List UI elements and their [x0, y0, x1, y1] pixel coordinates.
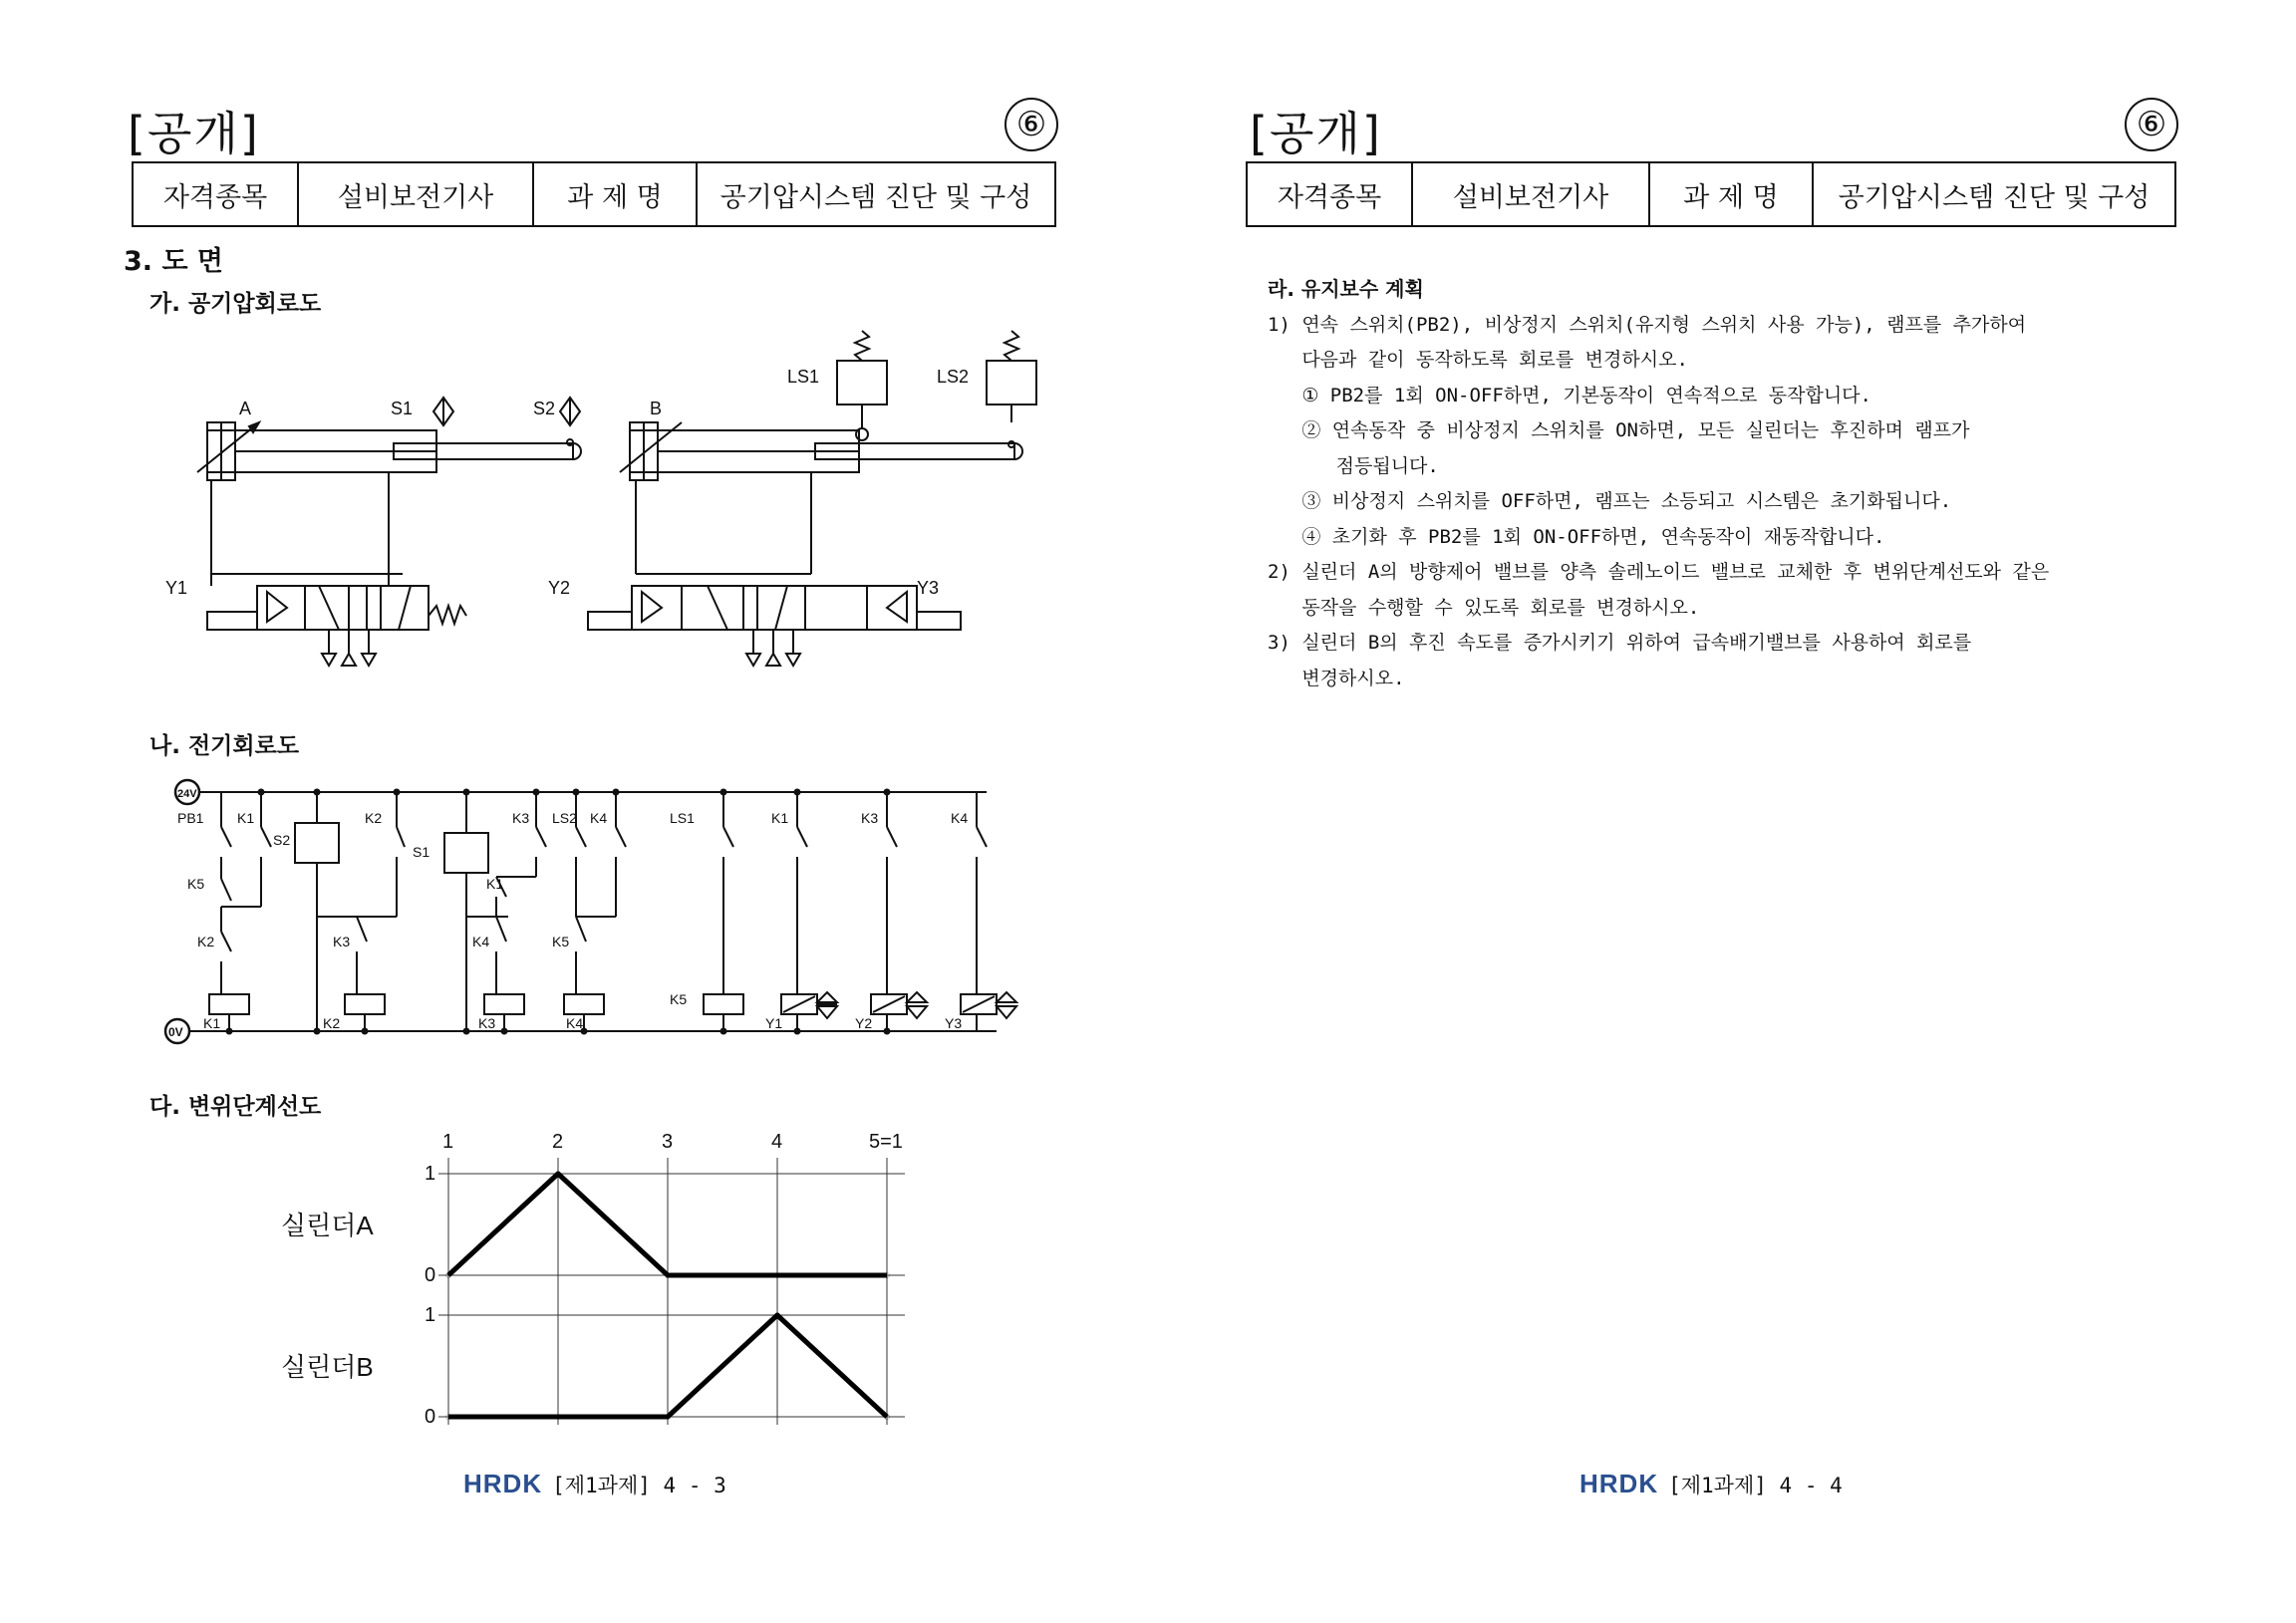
- header-cell-task-name: 공기압시스템 진단 및 구성: [697, 162, 1055, 226]
- label-coil-k5: K5: [670, 991, 688, 1007]
- label-k3-contact-c: K3: [333, 934, 351, 949]
- label-ls1-contact: LS1: [670, 810, 695, 826]
- displacement-step-chart: [269, 1126, 927, 1445]
- label-k1-contact-c: K1: [486, 876, 504, 892]
- limit-switch-ls1: [837, 361, 887, 405]
- label-k4-contact-b: K4: [951, 810, 969, 826]
- label-coil-k2: K2: [323, 1015, 341, 1031]
- label-ls1: LS1: [787, 367, 820, 387]
- displacement-title: 다. 변위단계선도: [149, 1094, 322, 1120]
- maintenance-title: 라. 유지보수 계획: [1268, 277, 1424, 301]
- label-s1-sensor: S1: [413, 844, 430, 860]
- label-k4-contact-c: K4: [472, 934, 490, 949]
- header-cell-qualification: 설비보전기사: [298, 162, 533, 226]
- pneumatic-title: 가. 공기압회로도: [149, 291, 322, 317]
- y-tick-label: 0: [425, 1406, 436, 1428]
- header-cell-task-name-right: 공기압시스템 진단 및 구성: [1813, 162, 2175, 226]
- label-coil-y2: Y2: [855, 1015, 873, 1031]
- open-label-right: [공개]: [1250, 107, 1382, 160]
- maintenance-line: ① PB2를 1회 ON-OFF하면, 기본동작이 연속적으로 동작합니다.: [1268, 384, 1871, 406]
- x-tick-label: 1: [442, 1131, 454, 1153]
- series-name: 실린더A: [281, 1211, 374, 1240]
- maintenance-lines: [1268, 308, 2264, 697]
- label-cylinder-b: B: [650, 399, 663, 418]
- hrdk-logo-right: HRDK: [1579, 1469, 1659, 1498]
- number-badge: ⑥: [1004, 98, 1058, 151]
- label-pb1: PB1: [177, 810, 204, 826]
- maintenance-plan: [1268, 272, 2264, 696]
- maintenance-line: ④ 초기화 후 PB2를 1회 ON-OFF하면, 연속동작이 재동작합니다.: [1268, 525, 1885, 548]
- label-coil-k3: K3: [478, 1015, 496, 1031]
- label-k3-contact-b: K3: [861, 810, 879, 826]
- label-ls2: LS2: [937, 367, 970, 387]
- maintenance-line: 2) 실린더 A의 방향제어 밸브를 양측 솔레노이드 밸브로 교체한 후 변위단계선도와 같은: [1268, 561, 2050, 583]
- label-cylinder-a: A: [239, 399, 252, 418]
- x-tick-label: 4: [771, 1131, 783, 1153]
- label-coil-y3: Y3: [945, 1015, 963, 1031]
- solenoid-y2: [632, 586, 682, 630]
- maintenance-line: 변경하시오.: [1268, 667, 1405, 689]
- maintenance-line: 동작을 수행할 수 있도록 회로를 변경하시오.: [1268, 596, 1700, 619]
- label-y3: Y3: [917, 578, 940, 598]
- header-cell-field: 자격종목: [133, 162, 298, 226]
- label-k2-contact-b: K2: [197, 934, 215, 949]
- maintenance-line: 점등됩니다.: [1268, 454, 1439, 477]
- page-number-right: [제1과제] 4 - 4: [1668, 1474, 1843, 1497]
- label-k5-contact-b: K5: [552, 934, 570, 949]
- label-y2: Y2: [548, 578, 571, 598]
- label-k3-contact-a: K3: [512, 810, 530, 826]
- x-tick-label: 3: [662, 1131, 674, 1153]
- label-0v: 0V: [168, 1025, 183, 1039]
- label-24v: 24V: [177, 788, 197, 800]
- header-cell-qualification-right: 설비보전기사: [1412, 162, 1649, 226]
- footer-right: [1579, 1469, 1843, 1499]
- solenoid-y1: [257, 586, 305, 630]
- header-cell-task-label-right: 과 제 명: [1649, 162, 1813, 226]
- open-label: [공개]: [128, 107, 260, 160]
- maintenance-line: 1) 연속 스위치(PB2), 비상정지 스위치(유지형 스위치 사용 가능), 램프를 추가하여: [1268, 313, 2027, 336]
- electric-circuit: [149, 767, 1046, 1056]
- right-page: [1148, 0, 2296, 1623]
- x-tick-label: 2: [552, 1131, 564, 1153]
- x-tick-label: 5=1: [869, 1131, 903, 1153]
- y-tick-label: 0: [425, 1264, 436, 1286]
- label-s2: S2: [533, 399, 556, 418]
- header-cell-task-label: 과 제 명: [533, 162, 697, 226]
- label-ls2-contact: LS2: [552, 810, 577, 826]
- limit-switch-ls2: [987, 361, 1036, 405]
- label-s2-sensor: S2: [273, 832, 291, 848]
- label-coil-y1: Y1: [765, 1015, 783, 1031]
- label-k2-contact-a: K2: [365, 810, 383, 826]
- label-k1-contact-b: K1: [771, 810, 789, 826]
- y-tick-label: 1: [425, 1163, 436, 1185]
- header-cell-field-right: 자격종목: [1247, 162, 1412, 226]
- section-title: 3. 도 면: [124, 246, 224, 277]
- hrdk-logo: HRDK: [463, 1469, 543, 1498]
- header-table: [132, 161, 1056, 227]
- header-table-right: [1246, 161, 2176, 227]
- maintenance-line: ③ 비상정지 스위치를 OFF하면, 램프는 소등되고 시스템은 초기화됩니다.: [1268, 490, 1952, 512]
- label-y1: Y1: [165, 578, 188, 598]
- page-number-left: [제1과제] 4 - 3: [552, 1474, 726, 1497]
- maintenance-line: ② 연속동작 중 비상정지 스위치를 ON하면, 모든 실린더는 후진하며 램프가: [1268, 419, 1970, 441]
- pneumatic-circuit: [149, 317, 1086, 695]
- electric-title: 나. 전기회로도: [149, 733, 300, 759]
- solenoid-y3: [867, 586, 917, 630]
- label-coil-k1: K1: [203, 1015, 221, 1031]
- footer-left: [463, 1469, 726, 1499]
- label-s1: S1: [391, 399, 414, 418]
- series-name: 실린더B: [281, 1352, 374, 1382]
- label-k1-contact-a: K1: [237, 810, 255, 826]
- label-k4-contact-a: K4: [590, 810, 608, 826]
- maintenance-line: 3) 실린더 B의 후진 속도를 증가시키기 위하여 급속배기밸브를 사용하여 회로를: [1268, 632, 1972, 654]
- label-k5-contact-a: K5: [187, 876, 205, 892]
- number-badge-right: ⑥: [2125, 98, 2178, 151]
- maintenance-line: 다음과 같이 동작하도록 회로를 변경하시오.: [1268, 349, 1688, 371]
- y-tick-label: 1: [425, 1304, 436, 1326]
- label-coil-k4: K4: [566, 1015, 584, 1031]
